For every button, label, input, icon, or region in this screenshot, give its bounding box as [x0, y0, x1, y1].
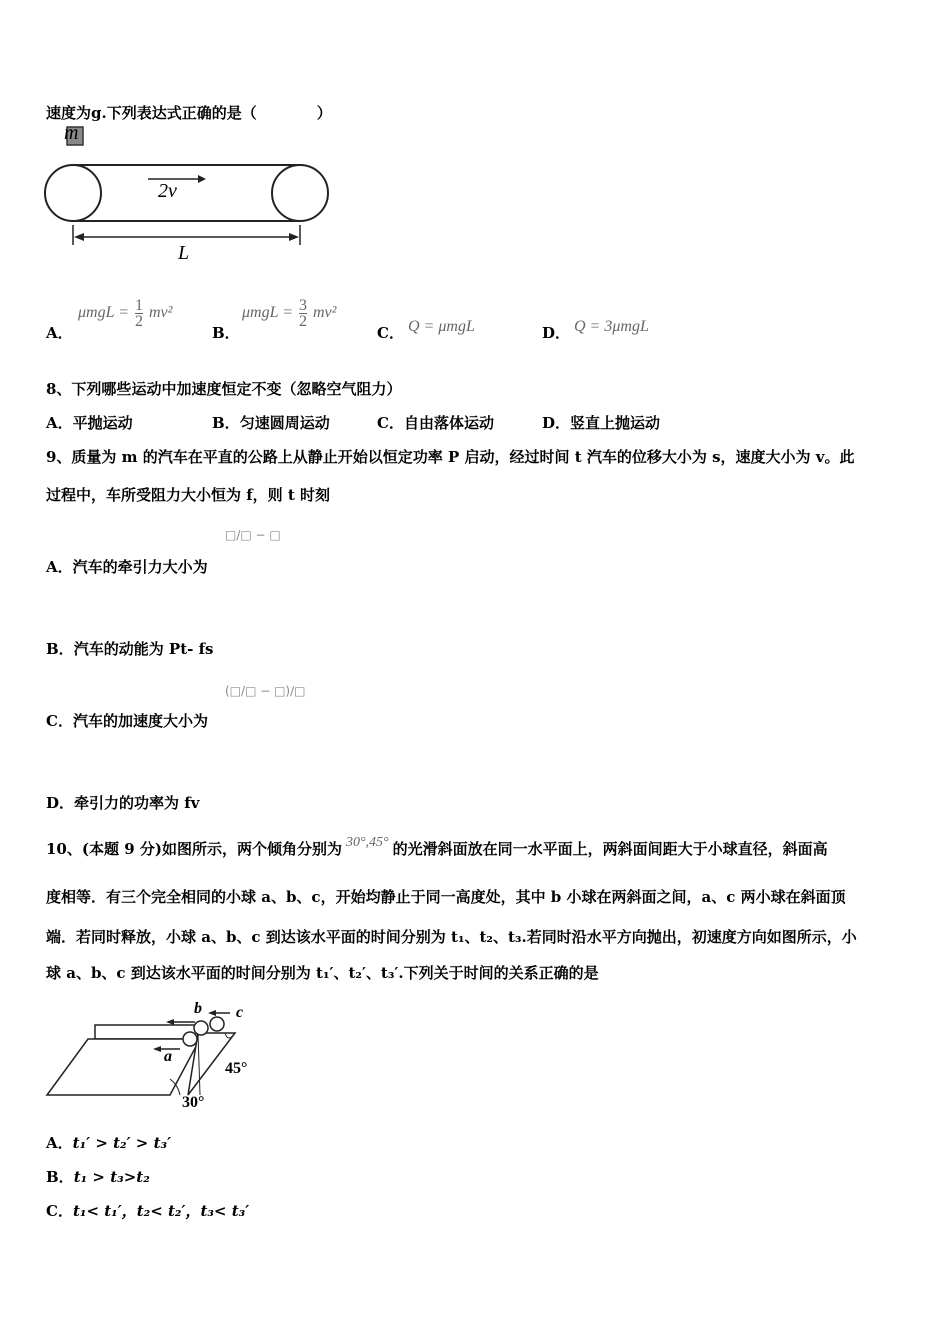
q9-option-c-formula: (□/□ − □)/□ [225, 684, 306, 698]
ball-a [183, 1032, 197, 1046]
velocity-arrowhead [198, 175, 206, 183]
q10-line1: 10、(本题 9 分)如图所示，两个倾角分别为 30°,45° 的光滑斜面放在同一水平面上，两斜面间距大于小球直径，斜面高 [46, 835, 828, 858]
length-arrow-left [74, 233, 84, 241]
mass-label: m [64, 125, 79, 144]
conveyor-diagram [40, 125, 340, 265]
q7-option-b-letter: B． [212, 324, 240, 342]
q7-option-a-formula: μmgL = $\frac{1}{2}$ mv² [78, 297, 173, 330]
arrow-c-head [208, 1010, 216, 1016]
label-b: b [194, 1000, 202, 1017]
label-c: c [236, 1004, 244, 1021]
q10-line2: 度相等．有三个完全相同的小球 a、b、c，开始均静止于同一高度处，其中 b 小球在两斜面之间，a、c 两小球在斜面顶 [46, 888, 846, 906]
q7-option-c-formula: Q = μmgL [408, 318, 475, 335]
angle-45-label: 45° [225, 1060, 248, 1077]
q10-line4: 球 a、b、c 到达该水平面的时间分别为 t₁′、t₂′、t₃′.下列关于时间的关系正确的是 [46, 964, 599, 982]
q7-option-c-letter: C． [377, 324, 404, 342]
q8-option-d: D．竖直上抛运动 [542, 414, 661, 432]
q9-stem-line1: 9、质量为 m 的汽车在平直的公路上从静止开始以恒定功率 P 启动，经过时间 t 汽车的位移大小为 s，速度大小为 v。此 [46, 448, 855, 466]
q7-option-a-letter: A． [46, 324, 73, 342]
q9-option-c: C．汽车的加速度大小为 [46, 712, 208, 730]
speed-label: 2v [158, 180, 177, 202]
angle-30-label: 30° [182, 1094, 205, 1111]
q9-option-d: D．牵引力的功率为 fv [46, 794, 200, 812]
q10-option-b: B．t₁ > t₃>t₂ [46, 1168, 150, 1186]
q9-stem-line2: 过程中，车所受阻力大小恒为 f，则 t 时刻 [46, 486, 331, 504]
ball-b [194, 1021, 208, 1035]
inclines-diagram [40, 995, 280, 1115]
q7-option-d-letter: D． [542, 324, 571, 342]
q9-option-a-formula: □/□ − □ [225, 528, 281, 542]
q10-angles: 30°,45° [345, 835, 389, 850]
label-a: a [164, 1048, 172, 1065]
length-arrow-right [289, 233, 299, 241]
q7-option-d-formula: Q = 3μmgL [574, 318, 649, 335]
q7-option-b-formula: μmgL = $\frac{3}{2}$ mv² [242, 297, 337, 330]
q9-option-b: B．汽车的动能为 Pt- fs [46, 640, 214, 658]
ball-c [210, 1017, 224, 1031]
q10-option-c: C．t₁< t₁′，t₂< t₂′，t₃< t₃′ [46, 1202, 250, 1220]
length-label: L [178, 242, 190, 264]
q8-stem: 8、下列哪些运动中加速度恒定不变（忽略空气阻力） [46, 380, 402, 398]
q10-option-a: A．t₁′ > t₂′ > t₃′ [46, 1134, 172, 1152]
q10-line3: 端．若同时释放，小球 a、b、c 到达该水平面的时间分别为 t₁、t₂、t₃.若同时沿水平方向抛出，初速度方向如图所示，小 [46, 928, 857, 946]
q8-option-b: B．匀速圆周运动 [212, 414, 330, 432]
q7-intro: 速度为g.下列表达式正确的是（ ） [46, 104, 332, 122]
q8-option-c: C．自由落体运动 [377, 414, 494, 432]
arrow-b-head [166, 1019, 174, 1025]
right-pulley [272, 165, 328, 221]
q9-option-a: A．汽车的牵引力大小为 [46, 558, 208, 576]
left-pulley [45, 165, 101, 221]
q8-option-a: A．平抛运动 [46, 414, 133, 432]
